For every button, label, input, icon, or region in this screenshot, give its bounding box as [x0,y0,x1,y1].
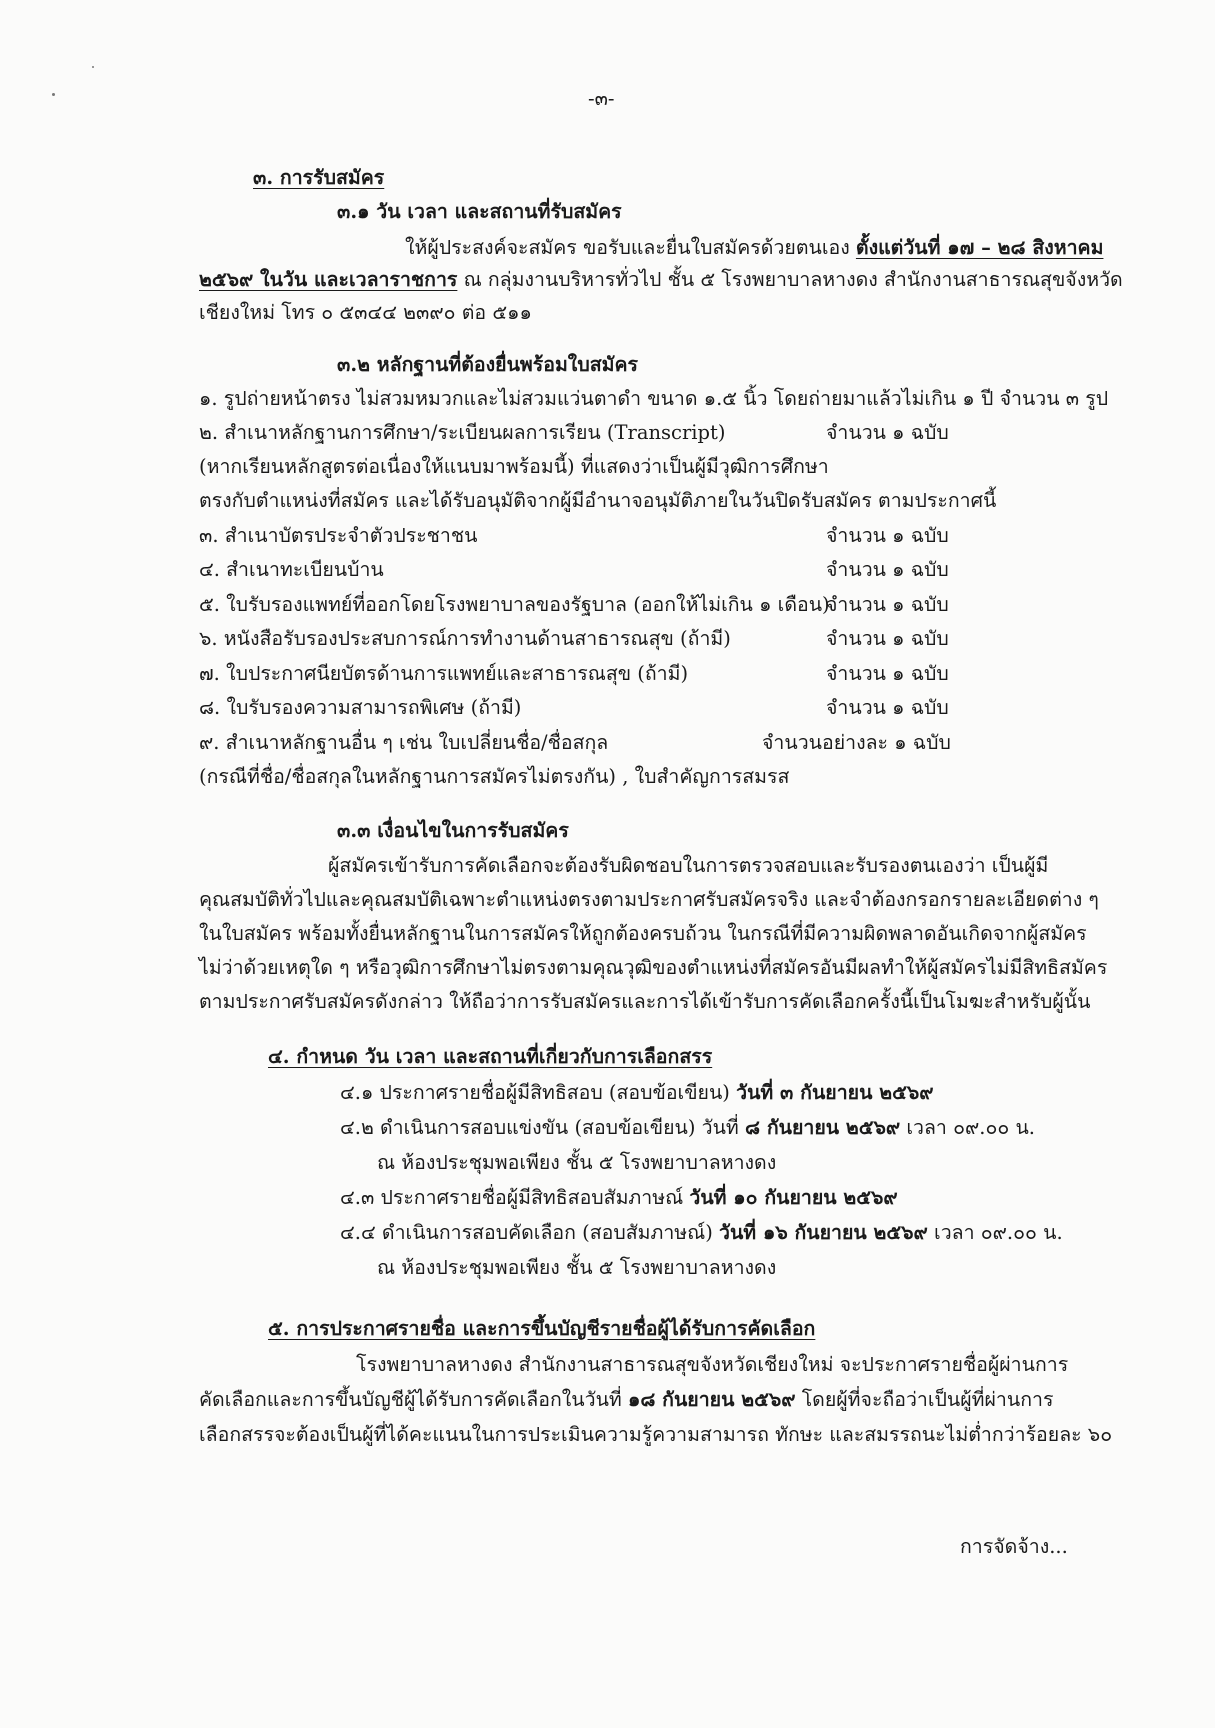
section-3-heading: ๓. การรับสมัคร [253,166,385,189]
section-3-1-heading: ๓.๑ วัน เวลา และสถานที่รับสมัคร [337,200,622,223]
schedule-4-1-text: ๔.๑ ประกาศรายชื่อผู้มีสิทธิสอบ (สอบข้อเขียน) [340,1081,737,1104]
schedule-4-1-date: วันที่ ๓ กันยายน ๒๕๖๙ [736,1081,934,1104]
schedule-4-4 [340,1218,1063,1248]
announcement-date: ๑๘ กันยายน ๒๕๖๙ [627,1388,796,1411]
document-item: ๘. ใบรับรองความสามารถพิเศษ (ถ้ามี) [199,696,522,719]
schedule-4-4-date: วันที่ ๑๖ กันยายน ๒๕๖๙ [719,1221,928,1244]
announcement-tail: โดยผู้ที่จะถือว่าเป็นผู้ที่ผ่านการ [795,1388,1054,1411]
schedule-4-2-place: ณ ห้องประชุมพอเพียง ชั้น ๕ โรงพยาบาลหางดง [377,1151,777,1174]
conditions-line: ในใบสมัคร พร้อมทั้งยื่นหลักฐานในการสมัครให้ถูกต้องครบถ้วน ในกรณีที่มีความผิดพลาดอันเกิดจากผู้สมัคร [199,922,1087,945]
conditions-line: คุณสมบัติทั่วไปและคุณสมบัติเฉพาะตำแหน่งตรงตามประกาศรับสมัครจริง และจำต้องกรอกรายละเอียดต่าง ๆ [199,888,1099,911]
section-4-heading: ๔. กำหนด วัน เวลา และสถานที่เกี่ยวกับการเลือกสรร [268,1045,713,1068]
page-number: -๓- [588,87,615,110]
conditions-line: ผู้สมัครเข้ารับการคัดเลือกจะต้องรับผิดชอบในการตรวจสอบและรับรองตนเองว่า เป็นผู้มี [328,854,1049,877]
announcement-line: โรงพยาบาลหางดง สำนักงานสาธารณสุขจังหวัดเชียงใหม่ จะประกาศรายชื่อผู้ผ่านการ [356,1353,1069,1376]
document-item: ๑. รูปถ่ายหน้าตรง ไม่สวมหมวกและไม่สวมแว่นตาดำ ขนาด ๑.๕ นิ้ว โดยถ่ายมาแล้วไม่เกิน ๑ ปี จำนวน ๓ รูป [199,387,1109,410]
section-3-2-heading: ๓.๒ หลักฐานที่ต้องยื่นพร้อมใบสมัคร [337,353,638,376]
conditions-line: ตามประกาศรับสมัครดังกล่าว ให้ถือว่าการรับสมัครและการได้เข้ารับการคัดเลือกครั้งนี้เป็นโมฆะสำหรับผู้นั้น [199,990,1091,1013]
schedule-4-4-time: เวลา ๐๙.๐๐ น. [927,1221,1063,1244]
document-item: (กรณีที่ชื่อ/ชื่อสกุลในหลักฐานการสมัครไม่ตรงกัน) , ใบสำคัญการสมรส [199,765,790,788]
document-amount: จำนวน ๑ ฉบับ [826,524,949,547]
scan-speck [92,66,94,68]
announcement-text: คัดเลือกและการขึ้นบัญชีผู้ได้รับการคัดเลือกในวันที่ [199,1388,628,1411]
schedule-4-4-text: ๔.๔ ดำเนินการสอบคัดเลือก (สอบสัมภาษณ์) [340,1221,720,1244]
announcement-line: เลือกสรรจะต้องเป็นผู้ที่ได้คะแนนในการประเมินความรู้ความสามารถ ทักษะ และสมรรถนะไม่ต่ำกว่าร้อยละ ๖๐ [199,1423,1113,1446]
section-3-3-heading: ๓.๓ เงื่อนไขในการรับสมัคร [337,819,569,842]
application-period: ตั้งแต่วันที่ ๑๗ – ๒๘ สิงหาคม [855,236,1104,259]
contact-phone: เชียงใหม่ โทร ๐ ๕๓๔๔ ๒๓๙๐ ต่อ ๕๑๑ [199,301,532,324]
schedule-4-2 [340,1113,1035,1143]
document-item: ๔. สำเนาทะเบียนบ้าน [199,558,384,581]
application-place: ณ กลุ่มงานบริหารทั่วไป ชั้น ๕ โรงพยาบาลหางดง สำนักงานสาธารณสุขจังหวัด [457,268,1123,291]
document-item: ๗. ใบประกาศนียบัตรด้านการแพทย์และสาธารณสุข (ถ้ามี) [199,662,689,685]
document-amount: จำนวน ๑ ฉบับ [826,558,949,581]
document-amount: จำนวน ๑ ฉบับ [826,696,949,719]
schedule-4-3 [340,1183,898,1213]
conditions-line: ไม่ว่าด้วยเหตุใด ๆ หรือวุฒิการศึกษาไม่ตรงตามคุณวุฒิของตำแหน่งที่สมัครอันมีผลทำให้ผู้สมัครไม่มีสิทธิสมัคร [199,956,1108,979]
section-3-1-line-1 [405,233,1103,263]
document-item: ๒. สำเนาหลักฐานการศึกษา/ระเบียนผลการเรียน (Transcript) [199,421,726,444]
document-amount: จำนวน ๑ ฉบับ [826,627,949,650]
schedule-4-2-date: ๘ กันยายน ๒๕๖๙ [744,1116,901,1139]
document-item: ๖. หนังสือรับรองประสบการณ์การทำงานด้านสาธารณสุข (ถ้ามี) [199,627,731,650]
schedule-4-3-text: ๔.๓ ประกาศรายชื่อผู้มีสิทธิสอบสัมภาษณ์ [340,1186,690,1209]
document-amount: จำนวน ๑ ฉบับ [826,662,949,685]
schedule-4-3-date: วันที่ ๑๐ กันยายน ๒๕๖๙ [689,1186,898,1209]
application-year: ๒๕๖๙ ในวัน และเวลาราชการ [199,268,458,291]
document-item: (หากเรียนหลักสูตรต่อเนื่องให้แนบมาพร้อมนี้) ที่แสดงว่าเป็นผู้มีวุฒิการศึกษา [199,455,829,478]
document-item: ๓. สำเนาบัตรประจำตัวประชาชน [199,524,478,547]
scan-speck [52,93,55,96]
document-item: ๕. ใบรับรองแพทย์ที่ออกโดยโรงพยาบาลของรัฐบาล (ออกให้ไม่เกิน ๑ เดือน) [199,593,830,616]
document-amount: จำนวน ๑ ฉบับ [826,593,949,616]
section-5-heading: ๕. การประกาศรายชื่อ และการขึ้นบัญชีรายชื่อผู้ได้รับการคัดเลือก [268,1317,816,1340]
section-3-1-line-2 [199,265,1123,295]
schedule-4-2-time: เวลา ๐๙.๐๐ น. [900,1116,1035,1139]
schedule-4-4-place: ณ ห้องประชุมพอเพียง ชั้น ๕ โรงพยาบาลหางดง [377,1256,777,1279]
continuation-footer: การจัดจ้าง... [960,1535,1068,1558]
document-item: ตรงกับตำแหน่งที่สมัคร และได้รับอนุมัติจากผู้มีอำนาจอนุมัติภายในวันปิดรับสมัคร ตามประกาศนี้ [199,489,997,512]
document-item: ๙. สำเนาหลักฐานอื่น ๆ เช่น ใบเปลี่ยนชื่อ/ชื่อสกุล [199,731,609,754]
schedule-4-2-text: ๔.๒ ดำเนินการสอบแข่งขัน (สอบข้อเขียน) วันที่ [340,1116,745,1139]
document-amount: จำนวนอย่างละ ๑ ฉบับ [762,731,951,754]
section-3-1-text: ให้ผู้ประสงค์จะสมัคร ขอรับและยื่นใบสมัครด้วยตนเอง [405,236,856,259]
announcement-line [199,1385,1053,1415]
document-amount: จำนวน ๑ ฉบับ [826,421,949,444]
schedule-4-1 [340,1078,934,1108]
